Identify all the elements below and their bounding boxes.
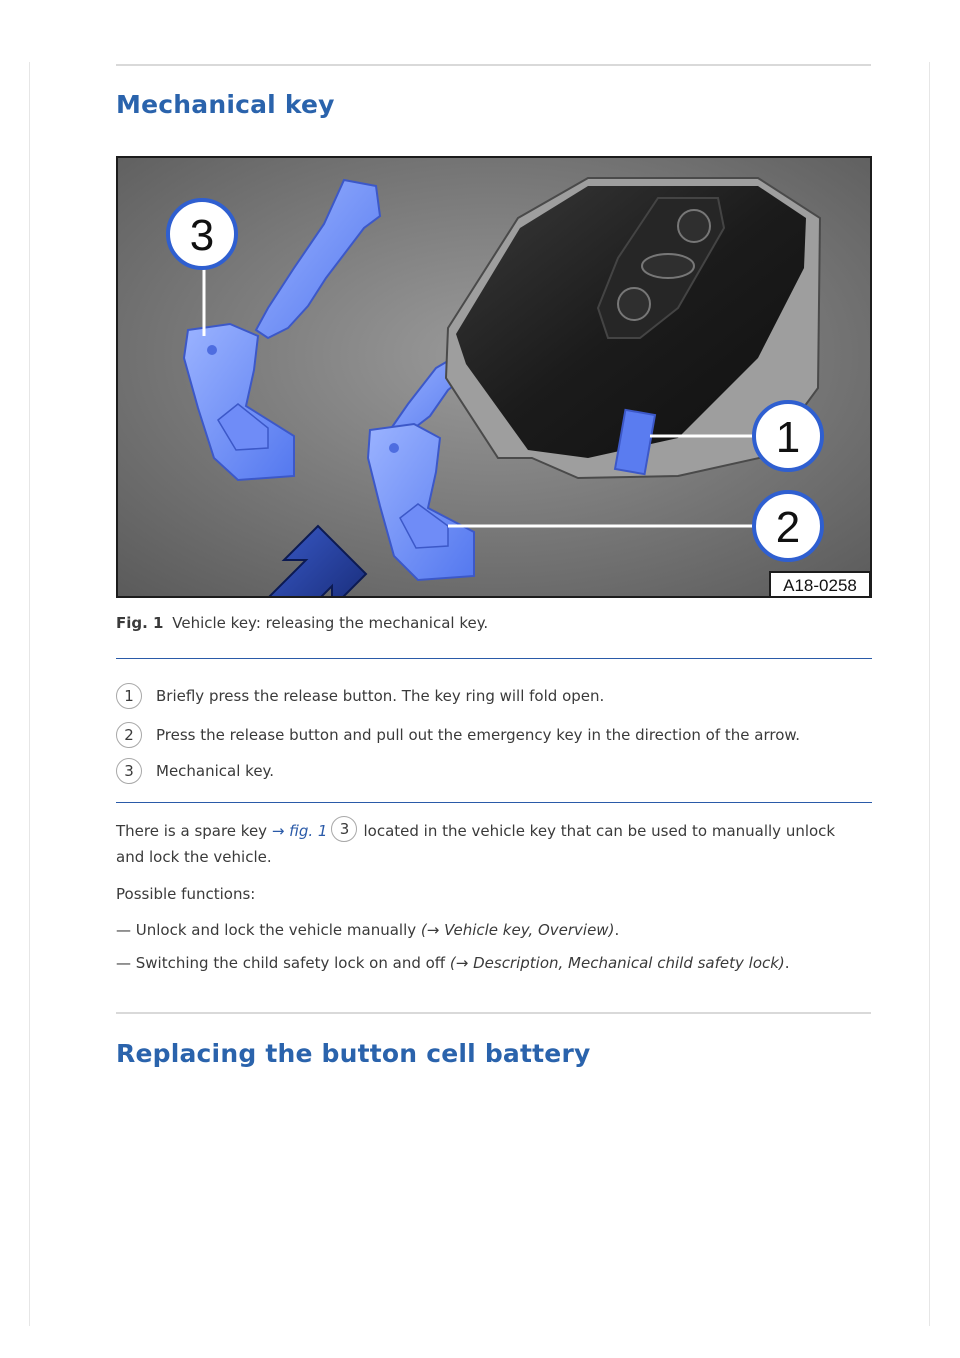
section-divider-top	[116, 64, 871, 66]
child-safety-lock-link[interactable]: (→ Description, Mechanical child safety lock)	[449, 954, 785, 972]
function-item-2-end: .	[784, 954, 790, 972]
callout-3	[168, 200, 236, 268]
legend-rule-bottom	[116, 802, 872, 803]
legend-badge-2: 2	[116, 722, 142, 748]
legend-badge-3: 3	[116, 758, 142, 784]
left-margin-line	[29, 62, 30, 1326]
spare-key-text-cont: located in the vehicle key that can be used to manually unlock	[363, 822, 836, 840]
possible-functions-label: Possible functions:	[116, 885, 256, 903]
right-margin-line	[929, 62, 930, 1326]
function-item-1	[116, 921, 619, 939]
unlock-button-icon	[618, 288, 650, 320]
trunk-button-icon	[642, 254, 694, 278]
callout-2-label: 2	[775, 503, 801, 552]
callout-2	[754, 492, 822, 560]
inline-badge-3: 3	[331, 816, 357, 842]
function-item-1-end: .	[614, 921, 620, 939]
callout-1-label: 1	[775, 413, 801, 462]
legend-badge-1: 1	[116, 683, 142, 709]
figure-code: A18-0258	[783, 576, 857, 595]
callout-1	[754, 402, 822, 470]
section-title-mechanical-key: Mechanical key	[116, 90, 335, 119]
legend-text-2: Press the release button and pull out the emergency key in the direction of the arrow.	[156, 726, 801, 744]
function-item-2-text: — Switching the child safety lock on and off	[116, 954, 450, 972]
section-divider-bottom	[116, 1012, 871, 1014]
figure-vehicle-key	[116, 156, 872, 598]
legend-text-1: Briefly press the release button. The key ring will fold open.	[156, 687, 605, 705]
spare-key-paragraph	[116, 818, 835, 844]
function-item-1-text: — Unlock and lock the vehicle manually	[116, 921, 421, 939]
spare-key-text: There is a spare key	[116, 822, 272, 840]
vehicle-key-overview-link[interactable]: (→ Vehicle key, Overview)	[420, 921, 615, 939]
figure-illustration	[118, 158, 870, 596]
callout-3-label: 3	[189, 211, 215, 260]
section-title-replacing-battery: Replacing the button cell battery	[116, 1039, 591, 1068]
lock-button-icon	[678, 210, 710, 242]
figure-caption	[116, 614, 488, 632]
function-item-2	[116, 954, 790, 972]
fig-1-link[interactable]: → fig. 1	[271, 822, 328, 840]
figure-caption-text: Vehicle key: releasing the mechanical key.	[172, 614, 489, 632]
figure-caption-label: Fig. 1	[116, 614, 164, 632]
spare-key-paragraph-line2: and lock the vehicle.	[116, 848, 272, 866]
legend-rule-top	[116, 658, 872, 659]
legend-text-3: Mechanical key.	[156, 762, 275, 780]
